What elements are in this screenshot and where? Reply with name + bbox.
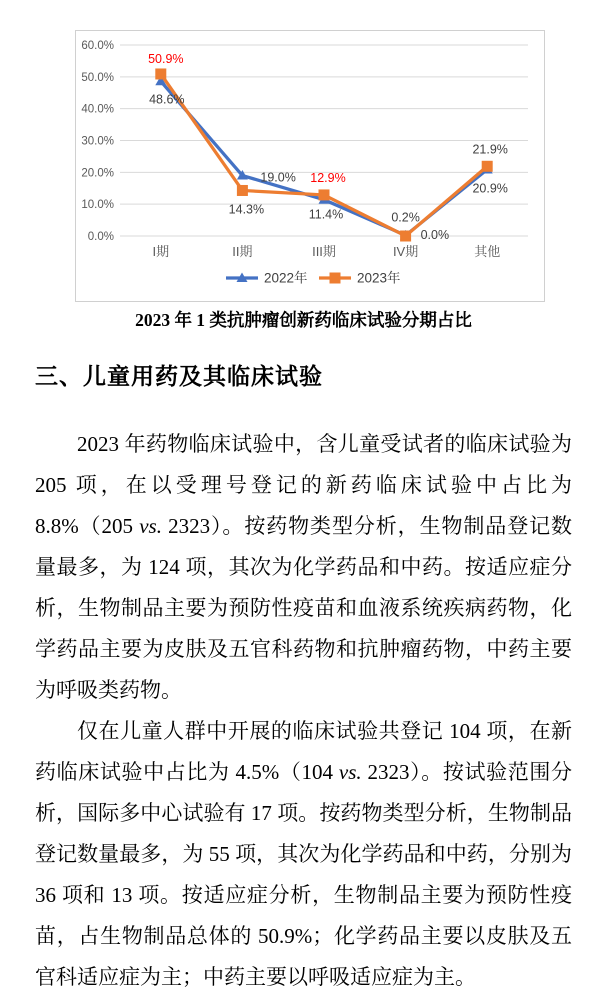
paragraph-2: [35, 711, 572, 998]
body-text: [35, 424, 572, 998]
paragraph-1: [35, 424, 572, 711]
data-label: 21.9%: [472, 142, 508, 157]
legend-label: 2022年: [264, 270, 308, 286]
data-label: 20.9%: [472, 181, 508, 196]
marker-square-icon: [400, 231, 411, 242]
x-tick-label: II期: [232, 244, 253, 259]
x-tick-label: I期: [152, 244, 170, 259]
paragraph-text: 2323）。按试验范围分析，国际多中心试验有 17 项。按药物类型分析，生物制品登记数量最多，为 55 项，其次为化学药品和中药，分别为 36 项和 13 项。按适应症分析，生物制品主要为预防性疫苗，占生物制品总体的 50.9%；化学药品主要以皮肤及五官科适应症为主；中药主要以呼吸适应症为主。: [35, 760, 572, 989]
y-tick-label: 60.0%: [81, 40, 114, 52]
line-chart: [76, 31, 544, 301]
marker-square-icon: [155, 68, 166, 79]
data-label: 11.4%: [308, 207, 344, 222]
paragraph-text: 2323）。按药物类型分析，生物制品登记数量最多，为 124 项，其次为化学药品和中药。按适应症分析，生物制品主要为预防性疫苗和血液系统疾病药物，化学药品主要为皮肤及五官科药物和抗肿瘤药物，中药主要为呼吸类药物。: [35, 514, 573, 702]
latin-italic-text: vs.: [338, 760, 362, 784]
chart-caption: 2023 年 1 类抗肿瘤创新药临床试验分期占比: [135, 310, 472, 330]
x-tick-label: III期: [312, 244, 336, 259]
y-tick-label: 30.0%: [81, 135, 114, 148]
y-tick-label: 40.0%: [81, 103, 114, 116]
section-heading: 三、儿童用药及其临床试验: [35, 363, 323, 389]
y-tick-label: 0.0%: [87, 231, 114, 243]
chart-frame: [75, 30, 545, 302]
y-tick-label: 20.0%: [81, 167, 114, 180]
paragraph-text: 2023 年药物临床试验中，含儿童受试者的临床试验为 205 项，在以受理号登记的新药临床试验中占比为 8.8%（205: [35, 432, 572, 538]
data-label: 48.6%: [149, 92, 185, 107]
marker-square-icon: [319, 189, 330, 200]
x-tick-label: IV期: [392, 244, 419, 259]
data-label: 12.9%: [310, 170, 346, 185]
data-label: 50.9%: [148, 51, 184, 66]
paragraph-text: 仅在儿童人群中开展的临床试验共登记 104 项，在新药临床试验中占比为 4.5%（104: [35, 719, 572, 784]
y-tick-label: 50.0%: [81, 71, 114, 84]
chart-canvas: [76, 31, 544, 301]
latin-italic-text: vs.: [139, 514, 162, 538]
data-label: 19.0%: [260, 170, 296, 185]
data-label: 0.0%: [420, 228, 450, 242]
legend-item: [226, 270, 308, 286]
marker-square-icon: [330, 273, 341, 284]
data-label: 14.3%: [228, 202, 265, 217]
y-tick-label: 10.0%: [81, 199, 114, 212]
data-label: 0.2%: [391, 210, 420, 225]
x-tick-label: 其他: [474, 244, 501, 259]
legend-label: 2023年: [357, 270, 401, 286]
marker-square-icon: [482, 161, 493, 172]
legend-item: [319, 270, 401, 286]
marker-square-icon: [237, 185, 248, 196]
